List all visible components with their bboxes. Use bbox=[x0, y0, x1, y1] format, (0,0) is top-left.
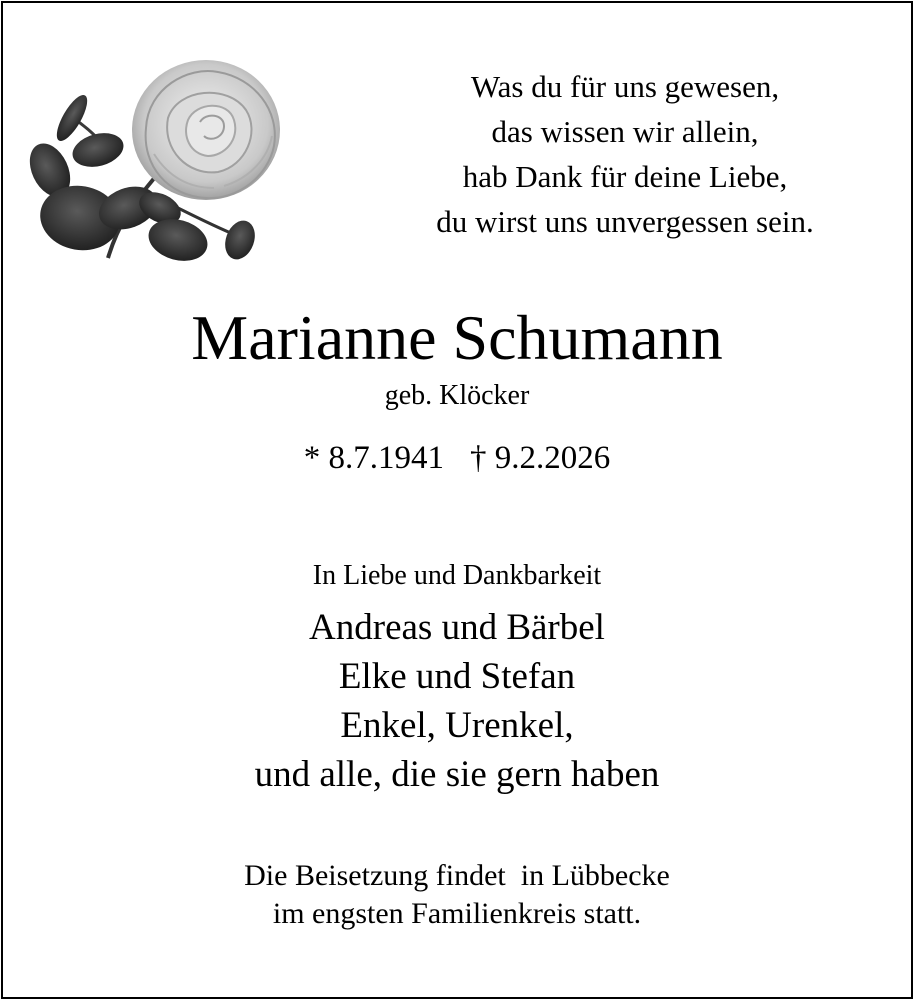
maiden-name: geb. Klöcker bbox=[384, 380, 530, 411]
verse-line: du wirst uns unvergessen sein. bbox=[436, 204, 814, 239]
memorial-verse bbox=[380, 64, 870, 244]
mourner-line: Enkel, Urenkel, bbox=[340, 705, 574, 746]
death-date: † 9.2.2026 bbox=[470, 440, 611, 476]
birth-date: * 8.7.1941 bbox=[303, 440, 444, 476]
mourners-list bbox=[0, 603, 914, 799]
deceased-name: Marianne Schumann bbox=[191, 302, 723, 373]
burial-notice bbox=[0, 857, 914, 933]
mourners-intro: In Liebe und Dankbarkeit bbox=[312, 560, 602, 591]
verse-line: hab Dank für deine Liebe, bbox=[462, 159, 788, 194]
rose-icon bbox=[28, 58, 288, 262]
verse-line: das wissen wir allein, bbox=[491, 114, 759, 149]
life-dates bbox=[0, 436, 914, 480]
mourner-line: und alle, die sie gern haben bbox=[254, 754, 660, 795]
burial-line: im engsten Familienkreis statt. bbox=[272, 897, 642, 930]
mourner-line: Andreas und Bärbel bbox=[309, 607, 605, 648]
burial-line: Die Beisetzung findet in Lübbecke bbox=[244, 859, 670, 892]
mourner-line: Elke und Stefan bbox=[338, 656, 576, 697]
verse-line: Was du für uns gewesen, bbox=[470, 69, 780, 104]
